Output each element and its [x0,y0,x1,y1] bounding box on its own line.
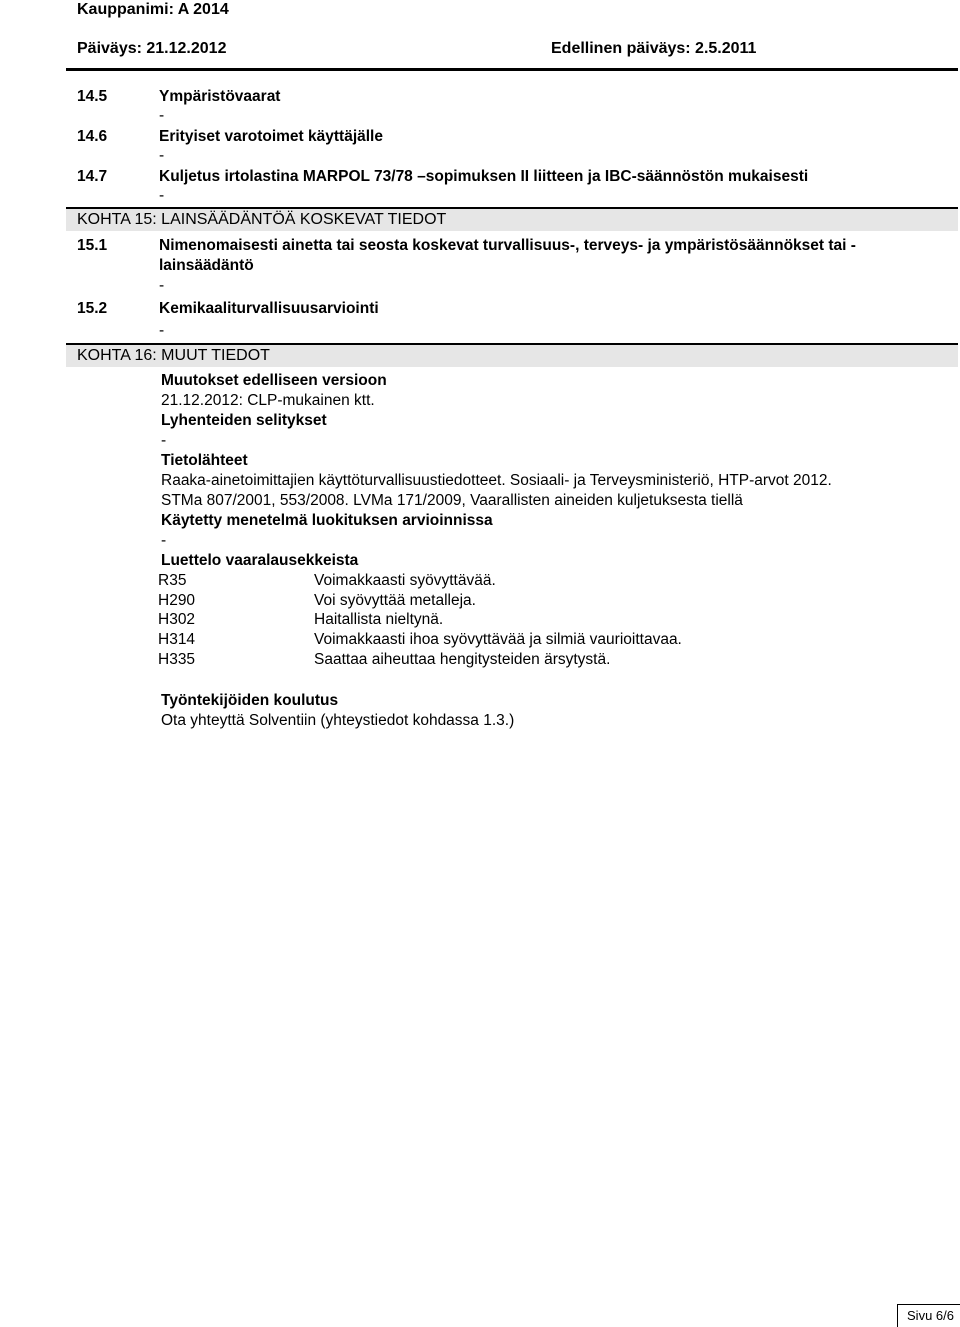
hazard-list-label: Luettelo vaaralausekkeista [161,552,359,569]
s15-1-value: - [159,277,165,294]
hazard-text: Saattaa aiheuttaa hengitysteiden ärsytystä. [314,651,611,668]
hazard-text: Haitallista nieltynä. [314,611,444,628]
changes-label: Muutokset edelliseen versioon [161,372,387,389]
hazard-code: R35 [158,572,187,589]
sources-line1: Raaka-ainetoimittajien käyttöturvallisuustiedotteet. Sosiaali- ja Terveysministeriö, HTP-arvot 2012. [161,472,832,489]
s15-2-title: Kemikaaliturvallisuusarviointi [159,300,379,317]
s14-6-title: Erityiset varotoimet käyttäjälle [159,128,383,145]
abbreviations-value: - [161,432,167,449]
hazard-code: H335 [158,651,196,668]
s14-6-number: 14.6 [77,128,108,145]
s14-7-value: - [159,187,165,204]
training-label: Työntekijöiden koulutus [161,692,339,709]
s14-6-value: - [159,147,165,164]
s14-5-value: - [159,107,165,124]
previous-date: Edellinen päiväys: 2.5.2011 [551,40,757,57]
hazard-text: Voimakkaasti ihoa syövyttävää ja silmiä vaurioittavaa. [314,631,682,648]
page-number: Sivu 6/6 [907,1308,954,1323]
hazard-code: H314 [158,631,196,648]
document-date: Päiväys: 21.12.2012 [77,40,227,57]
s15-2-value: - [159,322,165,339]
changes-value: 21.12.2012: CLP-mukainen ktt. [161,392,375,409]
s15-1-title-line2: lainsäädäntö [159,257,254,274]
hazard-code: H302 [158,611,196,628]
s15-1-number: 15.1 [77,237,108,254]
method-label: Käytetty menetelmä luokituksen arvioinnissa [161,512,493,529]
section-15-title: KOHTA 15: LAINSÄÄDÄNTÖÄ KOSKEVAT TIEDOT [77,211,447,228]
s15-1-title-line1: Nimenomaisesti ainetta tai seosta koskevat turvallisuus-, terveys- ja ympäristösäännökset tai - [159,237,856,254]
s14-7-number: 14.7 [77,168,108,185]
abbreviations-label: Lyhenteiden selitykset [161,412,327,429]
s14-5-number: 14.5 [77,88,108,105]
s15-2-number: 15.2 [77,300,108,317]
header-divider [66,68,958,71]
method-value: - [161,532,167,549]
section-16-title: KOHTA 16: MUUT TIEDOT [77,347,270,364]
product-name: Kauppanimi: A 2014 [77,1,229,18]
s14-5-title: Ympäristövaarat [159,88,281,105]
sources-line2: STMa 807/2001, 553/2008. LVMa 171/2009, Vaarallisten aineiden kuljetuksesta tiellä [161,492,743,509]
sources-label: Tietolähteet [161,452,248,469]
training-value: Ota yhteyttä Solventiin (yhteystiedot kohdassa 1.3.) [161,712,515,729]
hazard-text: Voimakkaasti syövyttävää. [314,572,496,589]
s14-7-title: Kuljetus irtolastina MARPOL 73/78 –sopimuksen II liitteen ja IBC-säännöstön mukaisesti [159,168,809,185]
hazard-text: Voi syövyttää metalleja. [314,592,476,609]
hazard-code: H290 [158,592,196,609]
